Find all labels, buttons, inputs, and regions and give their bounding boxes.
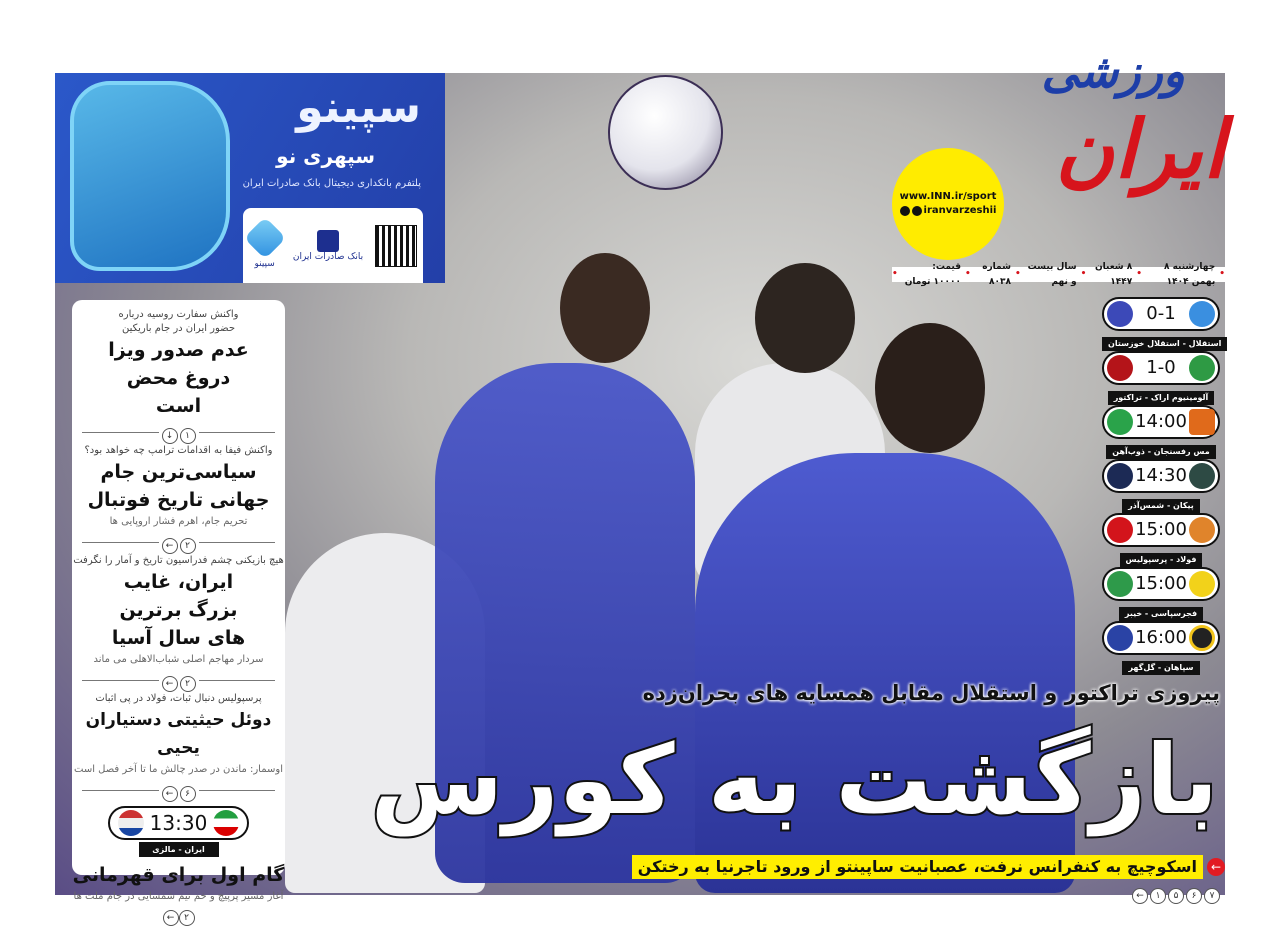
arrow-left-icon: ← (163, 910, 179, 926)
page-number[interactable]: ۲ (180, 676, 196, 692)
main-headline[interactable]: بازگشت به کورس (370, 724, 1218, 836)
advertisement[interactable] (55, 73, 445, 283)
main-page-refs (1132, 888, 1220, 904)
match-item[interactable]: 15:00 فجرسپاسی - خیبر (1102, 567, 1220, 616)
ad-illustration (70, 81, 230, 271)
feature-story[interactable]: 13:30 ایران - مالزی گام اول برای قهرمانی آغاز مسیر پرپیچ و خم تیم شمسایی در جام ملت ها ← ۲ (72, 802, 285, 926)
sidebar-story[interactable]: هیچ بازیکنی چشم فدراسیون تاریخ و آمار را نگرفت ایران، غایب بزرگ برترین های سال آسیا سردار مهاجم اصلی شباب‌الاهلی می ماند ۲ ← (72, 554, 285, 689)
player-head (875, 323, 985, 453)
page-number[interactable]: ۲ (179, 910, 195, 926)
arrow-left-icon: ← (162, 538, 178, 554)
page-number[interactable]: ۲ (180, 538, 196, 554)
match-item[interactable]: 1-0 آلومینیوم اراک - تراکتور (1102, 351, 1220, 400)
page-number[interactable]: ۷ (1204, 888, 1220, 904)
match-item[interactable]: 0-1 استقلال - استقلال خوزستان (1102, 297, 1220, 346)
match-teams: ایران - مالزی (139, 842, 219, 857)
football (608, 75, 723, 190)
match-item[interactable]: 14:00 مس رفسنجان - ذوب‌آهن (1102, 405, 1220, 454)
match-item[interactable]: 15:00 فولاد - پرسپولیس (1102, 513, 1220, 562)
iran-flag-icon (213, 810, 239, 836)
ad-title: سپهری نو (276, 144, 375, 168)
arrow-left-icon: ← (162, 676, 178, 692)
dateline: • چهارشنبه ۸ بهمن ۱۴۰۴ • ۸ شعبان ۱۴۴۷ • سال بیست و نهم • شماره ۸۰۳۸ • قیمت: ۱۰۰۰۰ تومان • (892, 261, 1225, 287)
teaser-strip[interactable] (632, 855, 1225, 879)
page-number[interactable]: ۶ (180, 786, 196, 802)
page-number[interactable]: ۶ (1186, 888, 1202, 904)
bank-logo: بانک صادرات ایران (293, 230, 363, 262)
qr-code-icon (376, 226, 416, 266)
arrow-left-icon: ← (162, 786, 178, 802)
scoreboard (1102, 297, 1220, 675)
player-head (560, 253, 650, 363)
arrow-left-icon: ← (1132, 888, 1148, 904)
telegram-icon (900, 206, 910, 216)
sidebar-story[interactable]: پرسپولیس دنبال ثبات، فولاد در پی اثبات دوئل حیثیتی دستیاران یحیی اوسمار: ماندن در صدر چالش ما تا آخر فصل است ۶ ← (72, 692, 285, 799)
arrow-down-icon: ↓ (162, 428, 178, 444)
sub-headline: پیروزی تراکتور و استقلال مقابل همسایه های بحران‌زده (642, 681, 1220, 705)
page-number[interactable]: ۱ (180, 428, 196, 444)
arrow-left-icon: ← (1207, 858, 1225, 876)
sidebar-story[interactable]: واکنش فیفا به اقدامات ترامپ چه خواهد بود؟ سیاسی‌ترین جام جهانی تاریخ فوتبال تحریم جام، اهرم فشار اروپایی ها ۲ ← (72, 444, 285, 551)
player-head (755, 263, 855, 373)
match-pill: 13:30 (108, 806, 250, 840)
ad-subtitle: پلتفرم بانکداری دیجیتال بانک صادرات ایران (242, 178, 421, 189)
website-link[interactable]: www.INN.ir/sport (899, 191, 997, 202)
page-number[interactable]: ۱ (1150, 888, 1166, 904)
match-item[interactable]: 14:30 پیکان - شمس‌آذر (1102, 459, 1220, 508)
sidebar-story[interactable]: واکنش سفارت روسیه درباره حضور ایران در جام باریکین عدم صدور ویزا دروغ محض است ۱ ↓ (72, 308, 285, 441)
masthead-logo: ورزشی ایران (1041, 44, 1225, 196)
contact-badge (892, 148, 1004, 260)
ad-brand: سپینو (296, 82, 421, 133)
teaser-text: اسکوچیچ به کنفرانس نرفت، عصبانیت ساپینتو از ورود تاجرنیا به رختکن (632, 855, 1203, 879)
social-handle: iranvarzeshii (923, 205, 997, 216)
app-logo: سپینو (250, 223, 280, 269)
sidebar (72, 300, 285, 923)
malaysia-flag-icon (118, 810, 144, 836)
ad-logo-card (243, 208, 423, 283)
match-item[interactable]: 16:00 سپاهان - گل‌گهر (1102, 621, 1220, 670)
page-number[interactable]: ۵ (1168, 888, 1184, 904)
instagram-icon (912, 206, 922, 216)
